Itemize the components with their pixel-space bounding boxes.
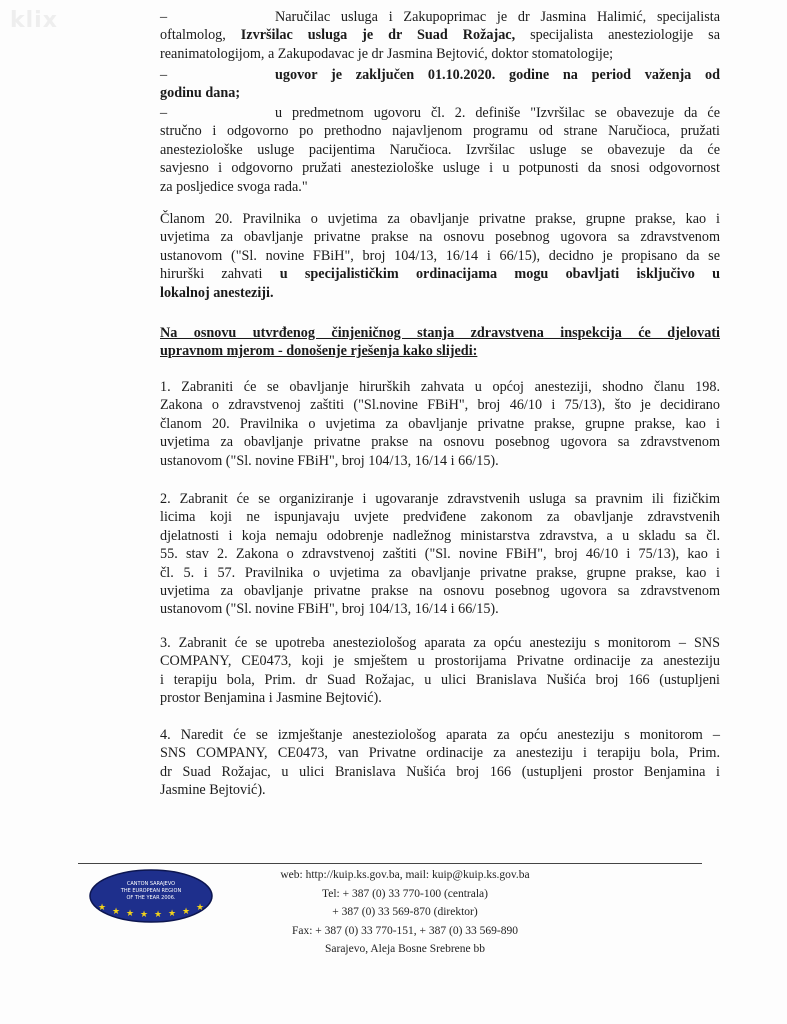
text-line: dr Suad Rožajac, u ulici Branislava Nušića broj 166 (ustupljeni prostor Benjamina i [160, 763, 720, 780]
contract-article-item [160, 104, 720, 196]
text-line: u predmetnom ugovoru čl. 2. definiše "Izvršilac se obavezuje da će [275, 105, 720, 121]
svg-text:CANTON SARAJEVO: CANTON SARAJEVO [126, 881, 176, 887]
text-line: Jasmine Bejtović). [160, 782, 266, 799]
watermark-text: klix [10, 8, 58, 33]
text-line: članom 20. Pravilnika o uvjetima za obavljanje privatne prakse, grupne prakse, kao i [160, 415, 720, 432]
canton-sarajevo-logo [88, 868, 214, 924]
text-line: čl. 5. i 57. Pravilnika o uvjetima za obavljanje privatne prakse, grupne prakse, kao i [160, 564, 720, 581]
text-line: stručno i odgovorno po prethodno najavljenom programu od strane Naručioca, pružati [160, 123, 720, 140]
footer-divider [78, 863, 702, 864]
text-line: djelatnosti i koja nemaju odobrenje nadležnog ministarstva zdravstva, a u skladu sa čl. [160, 527, 720, 544]
contract-parties-item [160, 8, 720, 63]
dash: – [160, 105, 168, 121]
dash: – [160, 67, 168, 83]
text-line: 55. stav 2. Zakona o zdravstvenoj zaštiti ("Sl. novine FBiH", broj 46/10 i 75/13), kao i [160, 546, 720, 563]
text-line: ugovor je zaključen 01.10.2020. godine na period važenja od [275, 67, 720, 83]
svg-text:★: ★ [154, 910, 163, 920]
contract-date-item [160, 66, 720, 103]
decision-point-3 [160, 634, 720, 708]
text-line: licima koji ne ispunjavaju uvjete predviđene zakonom za obavljanje zdravstvenih [160, 509, 720, 526]
svg-text:OF THE YEAR 2006.: OF THE YEAR 2006. [126, 895, 176, 901]
text-line: uvjetima za obavljanje privatne prakse na osnovu posebnog ugovora sa zdravstvenom [160, 434, 720, 451]
text-line: lokalnoj anesteziji. [160, 284, 274, 301]
decision-point-2 [160, 490, 720, 619]
text-line: Naručilac usluga i Zakupoprimac je dr Jasmina Halimić, specijalista [275, 9, 720, 25]
decision-point-4 [160, 726, 720, 800]
text-line: ustanovom ("Sl. novine FBiH", broj 104/13, 16/14 i 66/15). [160, 601, 499, 618]
footer-tel-central: Tel: + 387 (0) 33 770-100 (centrala) [322, 887, 488, 900]
text-line: Članom 20. Pravilnika o uvjetima za obavljanje privatne prakse, grupne prakse, kao i [160, 211, 720, 227]
svg-text:★: ★ [112, 907, 121, 917]
decision-heading [160, 324, 720, 361]
text-line: Zakona o zdravstvenoj zaštiti ("Sl.novine FBiH", broj 46/10 i 75/13), što je decidirano [160, 397, 720, 414]
text-line: 1. Zabraniti će se obavljanje hirurških zahvata u općoj anesteziji, shodno članu 198. [160, 379, 720, 395]
svg-text:THE EUROPEAN REGION: THE EUROPEAN REGION [120, 888, 182, 894]
svg-text:★: ★ [196, 903, 205, 913]
text-line: za posljedice svoga rada." [160, 178, 308, 195]
text-line: reanimatologijom, a Zakupodavac je dr Jasmina Bejtović, doktor stomatologije; [160, 45, 614, 62]
text-line: uvjetima za obavljanje privatne prakse na osnovu posebnog ugovora sa zdravstvenom [160, 229, 720, 246]
text-line: 2. Zabranit će se organiziranje i ugovaranje zdravstvenih usluga sa pravnim ili fizičkim [160, 491, 720, 507]
klix-watermark [10, 8, 58, 33]
text-line: i terapiju bola, Prim. dr Suad Rožajac, u ulici Branislava Nušića broj 166 (ustupljeni [160, 671, 720, 688]
footer-web: web: http://kuip.ks.gov.ba, mail: kuip@kuip.ks.gov.ba [280, 869, 530, 881]
text-line: uvjetima za obavljanje privatne prakse na osnovu posebnog ugovora sa zdravstvenom [160, 583, 720, 600]
text-line: hirurški zahvati u specijalističkim ordinacijama mogu obavljati isključivo u [160, 266, 720, 283]
footer-tel-director: + 387 (0) 33 569-870 (direktor) [332, 906, 478, 919]
decision-point-1 [160, 378, 720, 470]
footer-address: Sarajevo, Aleja Bosne Srebrene bb [325, 943, 485, 956]
text-line: godinu dana; [160, 85, 241, 102]
svg-text:★: ★ [182, 907, 191, 917]
footer-contact [230, 866, 580, 959]
text-line: 4. Naredit će se izmještanje anesteziološog aparata za opću anesteziju s monitorom – [160, 727, 720, 743]
svg-text:★: ★ [126, 909, 135, 919]
text-line: savjesno i odgovorno pružati anesteziološke usluge i u potpunosti da snosi odgovornost [160, 160, 720, 177]
text-line: anesteziološke usluge pacijentima Naručioca. Izvršilac usluge se obavezuje da će [160, 141, 720, 158]
svg-text:★: ★ [140, 910, 149, 920]
text-line: 3. Zabranit će se upotreba anesteziološog aparata za opću anesteziju s monitorom – SNS [160, 635, 720, 651]
svg-text:★: ★ [168, 909, 177, 919]
heading-line: upravnom mjerom - donošenje rješenja kako slijedi: [160, 343, 478, 360]
text-line: ustanovom ("Sl. novine FBiH", broj 104/13, 16/14 i 66/15). [160, 452, 499, 469]
text-line: COMPANY, CE0473, koji je smještem u prostorijama Privatne ordinacije za anesteziju [160, 653, 720, 670]
heading-line: Na osnovu utvrđenog činjeničnog stanja zdravstvena inspekcija će djelovati [160, 325, 720, 341]
text-line: oftalmolog, Izvršilac usluga je dr Suad Rožajac, specijalista anesteziologije sa [160, 27, 720, 44]
text-line: prostor Benjamina i Jasmine Bejtović). [160, 690, 382, 707]
text-line: SNS COMPANY, CE0473, van Privatne ordinacije za anesteziju i terapiju bola, Prim. [160, 745, 720, 762]
dash: – [160, 9, 168, 25]
text-line: ustanovom ("Sl. novine FBiH", broj 104/13, 16/14 i 66/15), decidno je propisano da se [160, 247, 720, 264]
article-20-paragraph [160, 210, 720, 302]
footer-fax: Fax: + 387 (0) 33 770-151, + 387 (0) 33 569-890 [291, 924, 519, 937]
svg-text:★: ★ [98, 903, 107, 913]
